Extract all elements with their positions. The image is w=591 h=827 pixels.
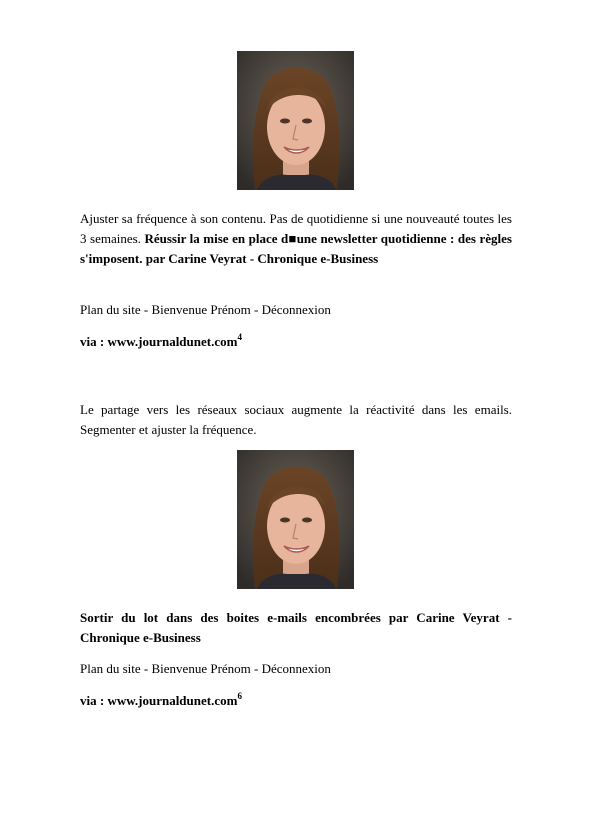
via-link[interactable]: via : www.journaldunet.com <box>80 693 238 708</box>
via-link[interactable]: via : www.journaldunet.com <box>80 334 238 349</box>
site-nav-line: Plan du site - Bienvenue Prénom - Déconnexion <box>80 661 331 676</box>
article-paragraph-1 <box>80 209 512 269</box>
via-source-line <box>80 691 512 711</box>
woman-portrait-icon <box>237 51 354 190</box>
author-portrait-photo <box>237 51 354 190</box>
woman-portrait-icon <box>237 450 354 589</box>
footnote-marker: 4 <box>237 332 242 342</box>
site-nav-line: Plan du site - Bienvenue Prénom - Déconnexion <box>80 302 331 317</box>
via-source-line <box>80 332 512 352</box>
footnote-marker: 6 <box>237 691 242 701</box>
paragraph-text: Le partage vers les réseaux sociaux augmente la réactivité dans les emails. Segmenter et ajuster la fréquence. <box>80 402 512 437</box>
article-paragraph-2 <box>80 400 512 440</box>
author-portrait-photo <box>237 450 354 589</box>
paragraph-text: Ajuster sa fréquence à son contenu. Pas de quotidienne si une nouveauté toutes les 3 semaines. <box>80 211 512 246</box>
article-title-2 <box>80 608 512 648</box>
article-link-title[interactable]: Réussir la mise en place d■une newsletter quotidienne : des règles s'imposent. par Carine Veyrat - Chronique e-Business <box>80 231 512 266</box>
article-link-title[interactable]: Sortir du lot dans des boites e-mails encombrées par Carine Veyrat - Chronique e-Business <box>80 610 512 645</box>
